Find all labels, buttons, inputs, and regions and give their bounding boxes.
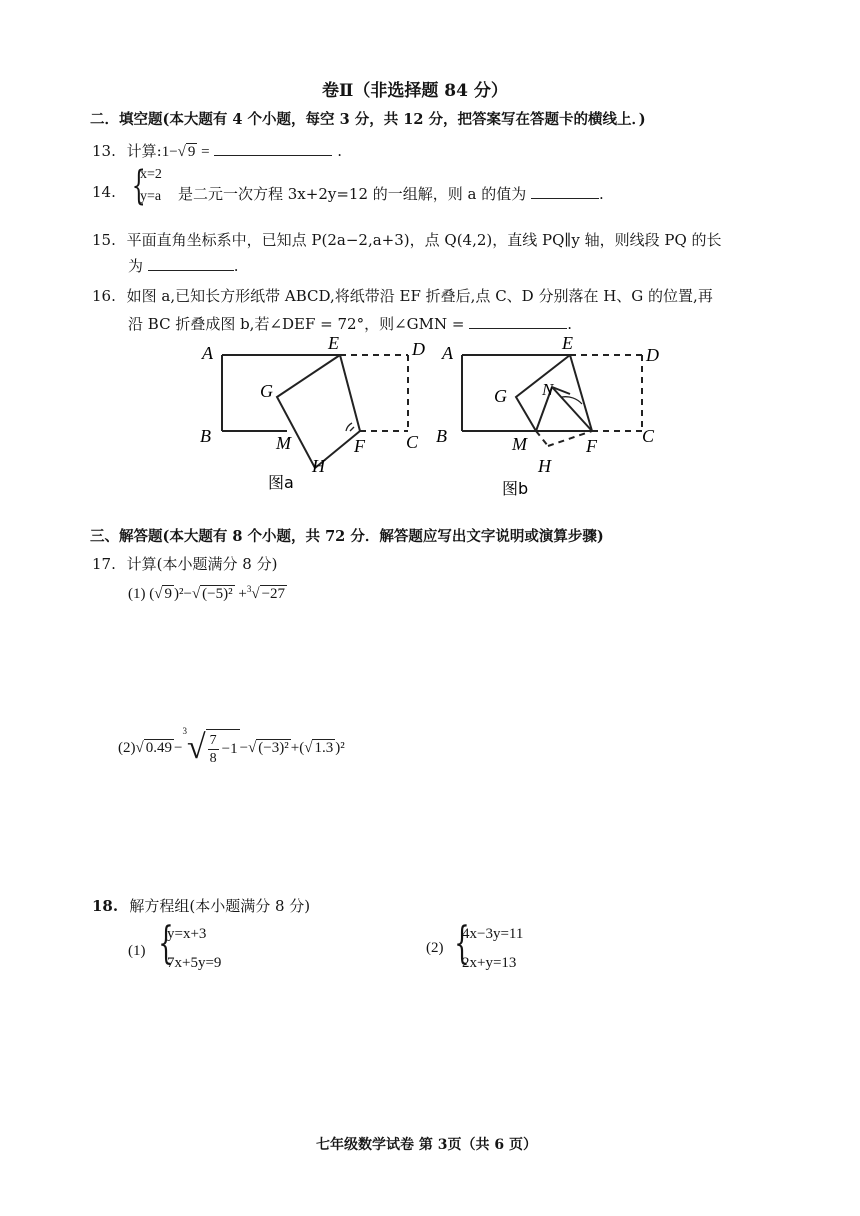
equation-bottom: 2x+y=13 <box>462 955 517 971</box>
page-title: 卷Ⅱ（非选择题 84 分） <box>322 81 508 101</box>
q18-part1-label: (1) <box>128 943 146 959</box>
label-E: E <box>328 333 339 353</box>
question-text-line2: 为 <box>128 257 144 275</box>
answer-blank[interactable] <box>531 184 599 199</box>
sqrt-sign: √ <box>154 586 163 602</box>
label-A: A <box>442 343 453 363</box>
question-number: 15. <box>92 231 116 249</box>
q17-part1 <box>128 584 287 603</box>
label-G: G <box>260 381 273 401</box>
sqrt-sign: √ <box>251 586 260 602</box>
label-D: D <box>646 345 659 365</box>
label-H: H <box>312 456 325 476</box>
equation-top: 4x−3y=11 <box>462 926 524 942</box>
question-number: 13. <box>92 142 116 160</box>
question-number: 18. <box>92 897 119 915</box>
plus-sign: +( <box>290 739 305 756</box>
question-text-line1: 平面直角坐标系中，已知点 P(2a−2,a+3)，点 Q(4,2)，直线 PQ∥y 轴，则线段 PQ 的长 <box>126 231 722 249</box>
period: . <box>233 257 239 275</box>
label-D: D <box>412 339 425 359</box>
question-number: 17. <box>92 555 116 573</box>
question-13 <box>92 140 342 161</box>
figure-caption-a: 图a <box>268 473 294 492</box>
q18-part2-label: (2) <box>426 940 444 956</box>
question-17 <box>92 553 277 574</box>
sqrt-sign: √ <box>135 739 144 756</box>
radicand: 1.3 <box>314 740 334 756</box>
sqrt-sign: √ <box>248 739 257 756</box>
radicand: −27 <box>261 586 286 602</box>
figure-caption-b: 图b <box>502 479 529 498</box>
label-B: B <box>200 426 211 446</box>
question-14-number: 14. <box>92 183 116 201</box>
open-paren: ( <box>149 586 155 602</box>
equals-sign: = <box>197 144 210 160</box>
expression-part: )² <box>335 739 345 756</box>
label-F: F <box>586 436 597 456</box>
equation-system-1 <box>167 924 221 973</box>
label-H: H <box>538 456 551 476</box>
radicand: 9 <box>187 144 196 160</box>
minus-sign: − <box>239 739 249 756</box>
minus-sign: − <box>173 739 183 756</box>
left-brace: { <box>131 163 146 209</box>
section-heading-solutions: 三、解答题(本大题有 8 个小题，共 72 分．解答题应写出文字说明或演算步骤) <box>90 528 604 545</box>
question-15-line2 <box>128 255 239 276</box>
label-C: C <box>406 432 419 452</box>
radicand: 9 <box>164 586 172 602</box>
question-prefix: 计算: <box>126 142 162 160</box>
page-footer: 七年级数学试卷 第 3页（共 6 页） <box>316 1137 537 1153</box>
equation-bottom: 7x+5y=9 <box>167 955 222 971</box>
sqrt-sign: √ <box>191 586 201 602</box>
label-M: M <box>276 433 291 453</box>
question-16 <box>92 285 713 306</box>
radicand: (−3)² <box>258 740 289 756</box>
left-brace: { <box>158 918 174 969</box>
figure-b <box>432 330 692 505</box>
equation-system-2 <box>462 924 523 973</box>
period: . <box>567 315 573 333</box>
radicand-fraction <box>206 729 240 767</box>
label-G: G <box>494 386 507 406</box>
label-A: A <box>202 343 213 363</box>
label-F: F <box>354 436 365 456</box>
question-number: 16. <box>92 287 116 305</box>
label-M: M <box>512 434 527 454</box>
period: . <box>337 142 342 160</box>
sqrt-sign: √ <box>186 729 206 766</box>
part-label: (1) <box>128 586 146 602</box>
equation-system <box>140 165 162 207</box>
numerator: 7 <box>209 733 217 748</box>
sqrt-sign: √ <box>177 144 186 160</box>
denominator: 8 <box>209 751 217 766</box>
expression-part: −1 <box>221 741 238 757</box>
radicand: 0.49 <box>145 740 172 756</box>
question-text: 是二元一次方程 3x+2y=12 的一组解，则 a 的值为 <box>178 185 527 203</box>
part-label: (2) <box>118 739 136 756</box>
cube-root-index: 3 <box>246 584 252 594</box>
question-15 <box>92 229 722 250</box>
equation-bottom: y=a <box>140 189 162 204</box>
answer-blank[interactable] <box>148 256 234 271</box>
period: . <box>599 185 604 203</box>
q17-part2 <box>118 718 345 778</box>
label-B: B <box>436 426 447 446</box>
answer-blank[interactable] <box>469 314 567 329</box>
sqrt-sign: √ <box>304 739 313 756</box>
plus-sign: + <box>234 586 247 602</box>
question-title: 解方程组(本小题满分 8 分) <box>129 897 311 915</box>
radicand: (−5)² <box>202 586 233 602</box>
answer-blank[interactable] <box>214 141 332 156</box>
expression-part: )²− <box>173 586 192 602</box>
label-C: C <box>642 426 655 446</box>
label-N: N <box>542 380 554 399</box>
equation-top: y=x+3 <box>167 926 207 942</box>
question-18 <box>92 895 310 916</box>
fraction <box>208 732 219 767</box>
question-text-line1: 如图 a,已知长方形纸带 ABCD,将纸带沿 EF 折叠后,点 C、D 分别落在 H、G 的位置,再 <box>126 287 713 305</box>
figure-a <box>190 330 440 500</box>
section-heading-fill-blank: 二．填空题(本大题有 4 个小题，每空 3 分，共 12 分，把答案写在答题卡的横线上．) <box>90 111 646 128</box>
cube-root-index: 3 <box>182 726 187 736</box>
equation-top: x=2 <box>140 167 162 182</box>
label-E: E <box>562 333 573 353</box>
expression-part: 1− <box>161 144 178 160</box>
question-14-text <box>178 183 604 204</box>
question-text-line2: 沿 BC 折叠成图 b,若∠DEF = 72°，则∠GMN = <box>128 315 465 333</box>
question-title: 计算(本小题满分 8 分) <box>126 555 278 573</box>
left-brace: { <box>454 918 470 969</box>
